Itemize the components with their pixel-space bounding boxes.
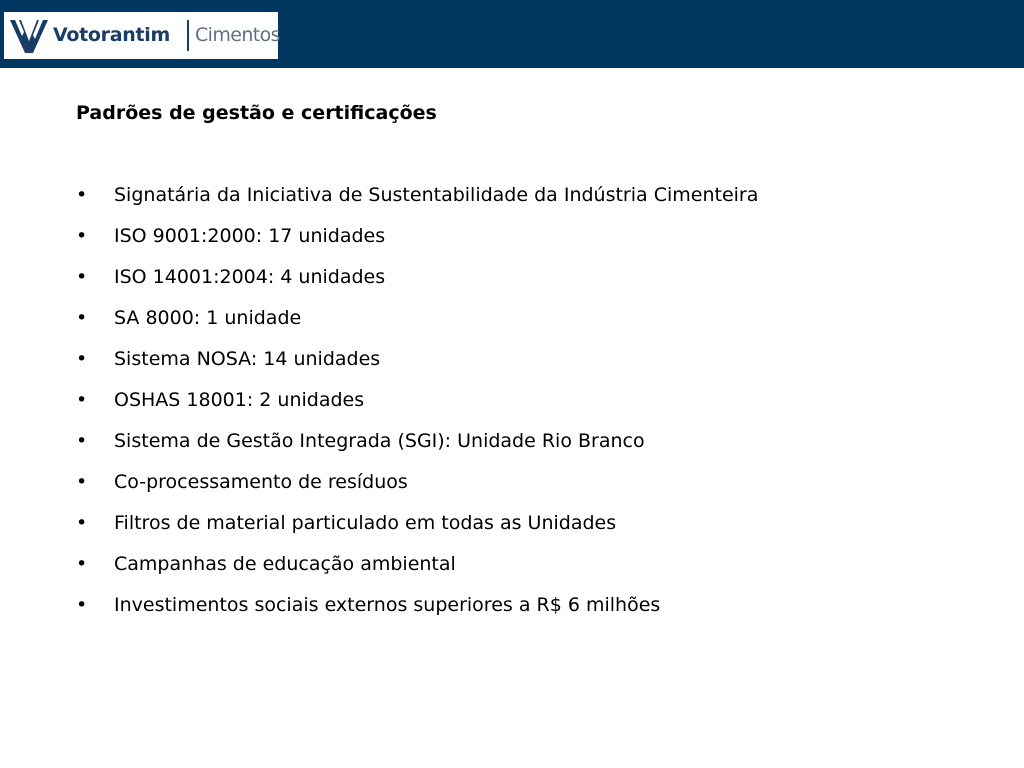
bullet-text: Campanhas de educação ambiental (114, 553, 456, 575)
company-logo (4, 12, 278, 59)
bullet-text: OSHAS 18001: 2 unidades (114, 389, 365, 411)
slide-title: Padrões de gestão e certificações (76, 102, 437, 124)
bullet-icon: • (76, 430, 88, 452)
bullet-icon: • (76, 348, 88, 370)
bullet-text: SA 8000: 1 unidade (114, 307, 302, 329)
bullet-icon: • (76, 307, 88, 329)
bullet-text: ISO 14001:2004: 4 unidades (114, 266, 386, 288)
bullet-icon: • (76, 471, 88, 493)
bullet-icon: • (76, 266, 88, 288)
bullet-text: ISO 9001:2000: 17 unidades (114, 225, 386, 247)
bullet-icon: • (76, 389, 88, 411)
bullet-icon: • (76, 553, 88, 575)
bullet-text: Filtros de material particulado em todas as Unidades (114, 512, 617, 534)
bullet-icon: • (76, 512, 88, 534)
bullet-text: Signatária da Iniciativa de Sustentabilidade da Indústria Cimenteira (114, 184, 759, 206)
header-bar (0, 0, 1024, 68)
votorantim-v-icon (10, 17, 48, 54)
bullet-text: Co-processamento de resíduos (114, 471, 408, 493)
bullet-text: Sistema de Gestão Integrada (SGI): Unidade Rio Branco (114, 430, 645, 452)
logo-product-text: Cimentos (195, 24, 280, 46)
logo-brand-text: Votorantim (53, 24, 170, 46)
bullet-text: Sistema NOSA: 14 unidades (114, 348, 381, 370)
bullet-icon: • (76, 594, 88, 616)
bullet-icon: • (76, 225, 88, 247)
bullet-icon: • (76, 184, 88, 206)
bullet-text: Investimentos sociais externos superiores a R$ 6 milhões (114, 594, 661, 616)
logo-divider (187, 20, 189, 51)
